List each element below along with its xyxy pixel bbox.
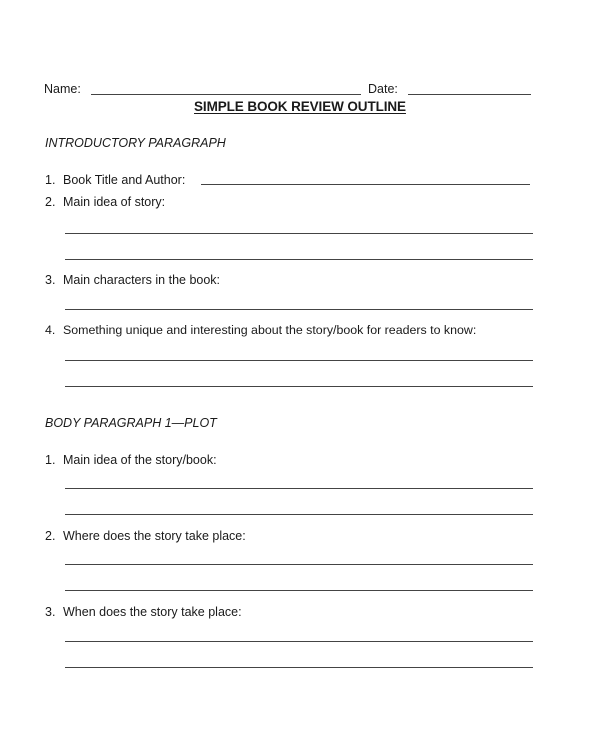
answer-line[interactable] (65, 309, 533, 310)
item-label: Main idea of the story/book: (63, 453, 217, 467)
item-label: Something unique and interesting about the story/book for readers to know: (63, 323, 477, 337)
intro-item-1 (45, 173, 185, 187)
plot-item-2 (45, 529, 246, 543)
answer-line[interactable] (65, 386, 533, 387)
answer-line[interactable] (65, 488, 533, 489)
item-label: Where does the story take place: (63, 529, 246, 543)
item-label: Book Title and Author: (63, 173, 186, 187)
section-heading-introductory: INTRODUCTORY PARAGRAPH (45, 136, 226, 150)
plot-item-3 (45, 605, 242, 619)
name-label: Name: (44, 82, 81, 96)
item-label: Main idea of story: (63, 195, 166, 209)
answer-line[interactable] (65, 259, 533, 260)
intro-item-3 (45, 273, 220, 287)
item-label: When does the story take place: (63, 605, 242, 619)
date-label: Date: (368, 82, 398, 96)
answer-line[interactable] (65, 564, 533, 565)
date-field-line[interactable] (408, 94, 531, 95)
answer-line[interactable] (65, 590, 533, 591)
item-label: Main characters in the book: (63, 273, 221, 287)
plot-item-1 (45, 453, 217, 467)
section-heading-body-plot: BODY PARAGRAPH 1—PLOT (45, 416, 217, 430)
page-title (0, 99, 600, 114)
answer-line[interactable] (65, 641, 533, 642)
name-field-line[interactable] (91, 94, 361, 95)
page-title-text: SIMPLE BOOK REVIEW OUTLINE (194, 99, 406, 114)
answer-line[interactable] (65, 233, 533, 234)
answer-line[interactable] (65, 667, 533, 668)
answer-line[interactable] (201, 184, 530, 185)
item-number: 2. (45, 529, 56, 543)
item-number: 1. (45, 453, 56, 467)
item-number: 3. (45, 273, 56, 287)
answer-line[interactable] (65, 360, 533, 361)
item-number: 2. (45, 195, 56, 209)
item-number: 1. (45, 173, 56, 187)
intro-item-4 (45, 323, 476, 337)
item-number: 4. (45, 323, 56, 337)
intro-item-2 (45, 195, 165, 209)
item-number: 3. (45, 605, 56, 619)
answer-line[interactable] (65, 514, 533, 515)
